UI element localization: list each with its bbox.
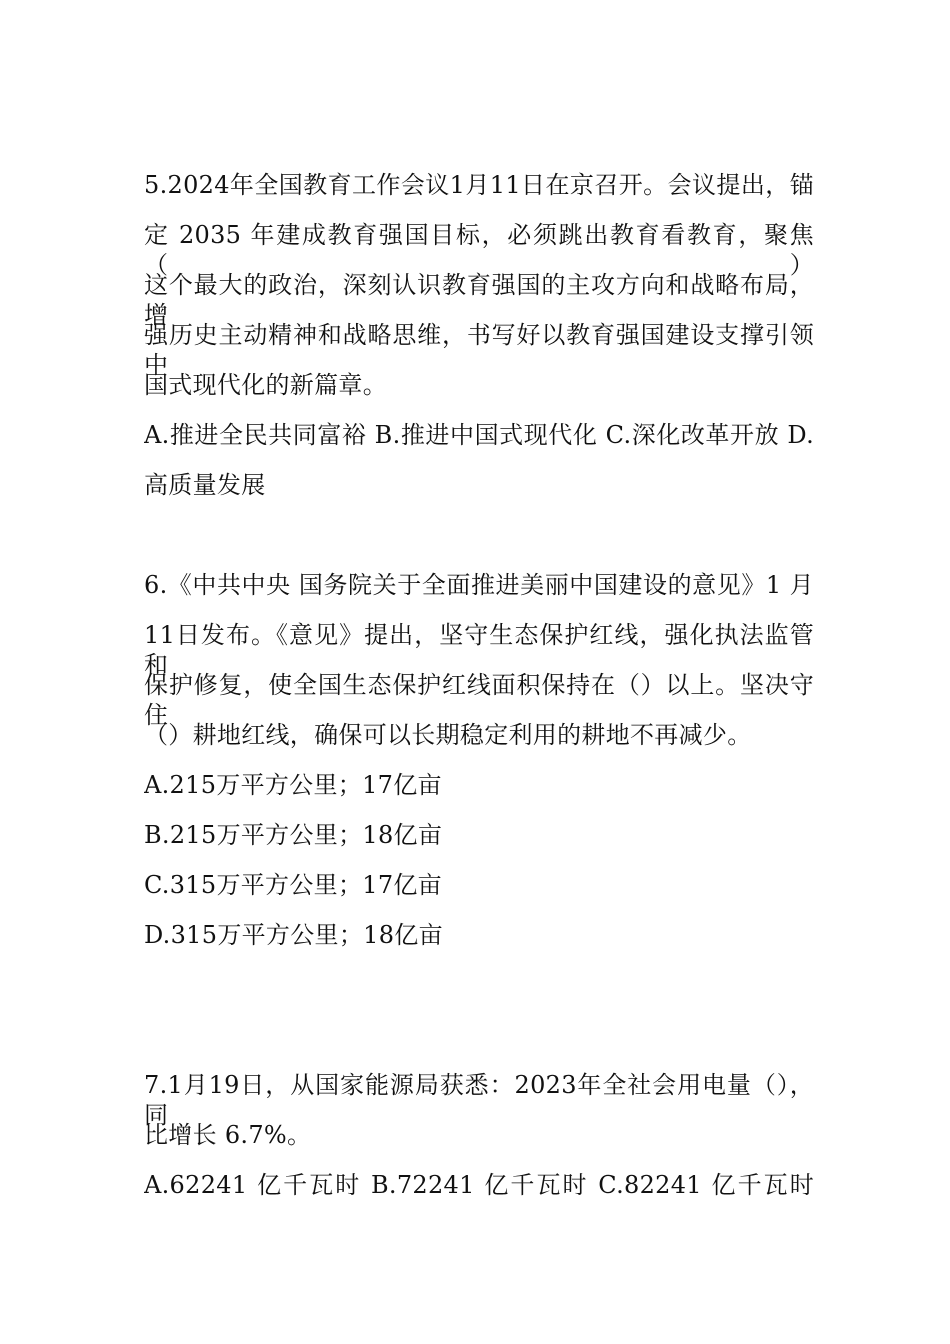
- question-text-line: 5.2024年全国教育工作会议1月11日在京召开。会议提出，锚: [144, 171, 814, 199]
- question-text-line: 这个最大的政治，深刻认识教育强国的主攻方向和战略布局，增: [144, 271, 814, 329]
- option-line: A.62241 亿千瓦时 B.72241 亿千瓦时 C.82241 亿千瓦时: [144, 1171, 814, 1199]
- question-text-line: （）耕地红线，确保可以长期稳定利用的耕地不再减少。: [144, 721, 752, 749]
- option-line: A.推进全民共同富裕 B.推进中国式现代化 C.深化改革开放 D.: [144, 421, 814, 449]
- option-line: C.315万平方公里；17亿亩: [144, 871, 442, 899]
- question-text-line: 强历史主动精神和战略思维，书写好以教育强国建设支撑引领中: [144, 321, 814, 379]
- question-text-line: 保护修复，使全国生态保护红线面积保持在（）以上。坚决守住: [144, 671, 814, 729]
- question-text-line: 6.《中共中央 国务院关于全面推进美丽中国建设的意见》1 月: [144, 571, 814, 599]
- option-line: 高质量发展: [144, 471, 266, 499]
- question-text-line: 定 2035 年建成教育强国目标，必须跳出教育看教育，聚焦（）: [144, 221, 814, 279]
- question-text-line: 比增长 6.7%。: [144, 1121, 312, 1149]
- option-line: A.215万平方公里；17亿亩: [144, 771, 442, 799]
- question-text-line: 国式现代化的新篇章。: [144, 371, 387, 399]
- option-line: D.315万平方公里；18亿亩: [144, 921, 443, 949]
- option-line: B.215万平方公里；18亿亩: [144, 821, 443, 849]
- question-text-line: 7.1月19日，从国家能源局获悉：2023年全社会用电量（），同: [144, 1071, 814, 1129]
- question-text-line: 11日发布。《意见》提出，坚守生态保护红线，强化执法监管和: [144, 621, 814, 679]
